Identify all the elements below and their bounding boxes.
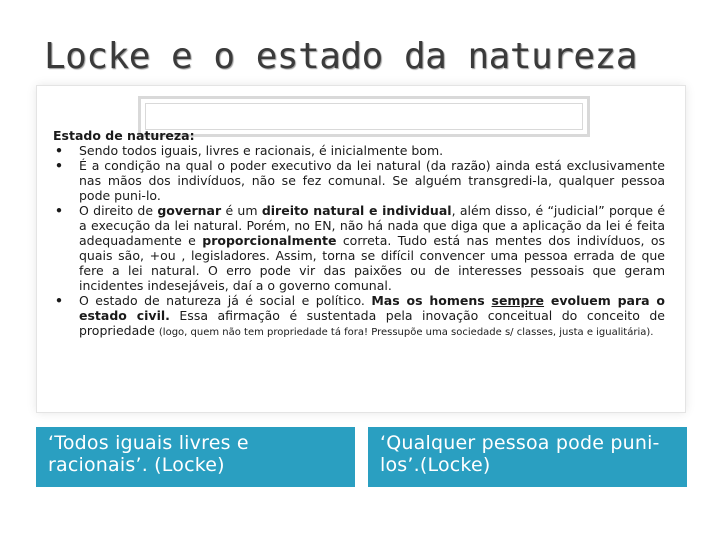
- list-item-text: é um: [221, 203, 262, 218]
- list-item-text: O estado de natureza já é social e político.: [79, 293, 372, 308]
- list-item-text: Essa afirmação é sustentada pela inovação conceitual do conceito de propriedade: [79, 308, 665, 338]
- underlined-bold-text: sempre: [491, 293, 545, 308]
- bold-text: Mas os homens: [371, 293, 492, 308]
- bold-text: proporcionalmente: [202, 233, 337, 248]
- list-item-text: É a condição na qual o poder executivo da lei natural (da razão) ainda está exclusivamente nas mãos dos indivíduos, não se fez comunal. Se alguém transgredi-la, qualquer pessoa pode puni-lo.: [79, 158, 665, 203]
- bold-text: evoluem para o estado civil.: [79, 293, 665, 323]
- list-item-text: correta. Tudo está nas mentes dos indivíduos, os quais são, +ou , legisladores. Assim, torna se difícil convencer uma pessoa errada de que fere a lei natural. O erro pode vir das paixões ou de interesses pessoais que geram incidentes indesejáveis, daí a o governo comunal.: [79, 233, 666, 293]
- bold-text: governar: [157, 203, 222, 218]
- list-item: [53, 158, 665, 203]
- document-text: [53, 128, 665, 340]
- bullet-icon: •: [55, 293, 63, 308]
- list-item: [53, 143, 665, 158]
- document-image: [37, 86, 685, 412]
- slide-title: Locke e o estado da natureza: [44, 36, 637, 77]
- bullet-list: [53, 143, 665, 340]
- list-item-text: , além disso, é “judicial” porque é a execução da lei natural. Porém, no EN, não há nada que diga que a aplicação da lei é feita adequadamente e: [79, 203, 666, 248]
- placeholder-inner-border: [145, 103, 583, 130]
- bullet-icon: •: [55, 203, 63, 218]
- small-note-text: (logo, quem não tem propriedade tá fora! Pressupõe uma sociedade s/ classes, justa e igualitária).: [158, 327, 654, 338]
- quote-box-left: ‘Todos iguais livres e racionais’. (Locke): [36, 427, 355, 487]
- quote-box-right: ‘Qualquer pessoa pode puni-los’.(Locke): [368, 427, 687, 487]
- bold-text: direito natural e individual: [261, 203, 452, 218]
- list-item: [53, 293, 665, 340]
- document-heading: Estado de natureza:: [53, 128, 195, 143]
- list-item-text: Sendo todos iguais, livres e racionais, é inicialmente bom.: [79, 143, 444, 158]
- list-item: [53, 203, 665, 293]
- bullet-icon: •: [55, 143, 63, 158]
- list-item-text: O direito de: [79, 203, 158, 218]
- bullet-icon: •: [55, 158, 63, 173]
